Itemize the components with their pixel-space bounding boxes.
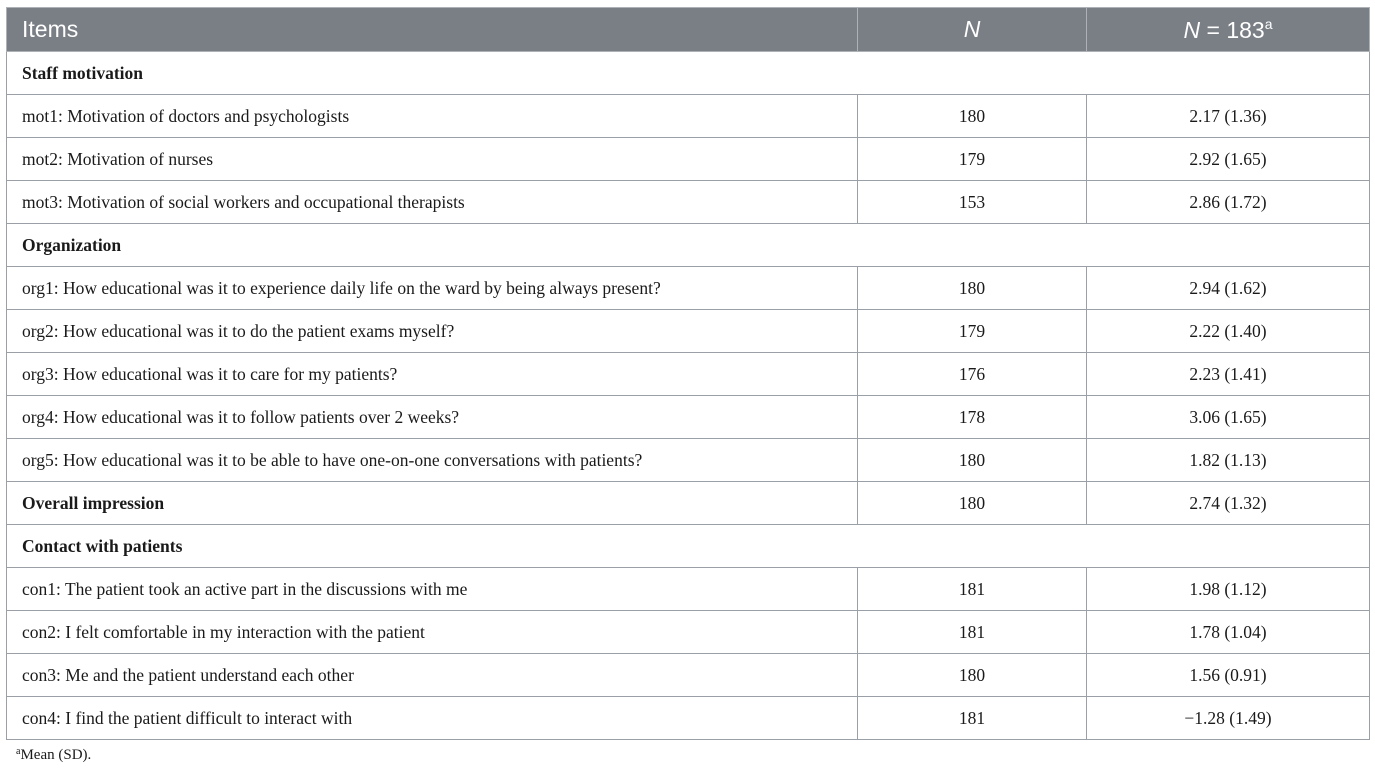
item-n: 180 (858, 439, 1087, 482)
section-label: Overall impression (7, 482, 858, 525)
results-table-container (6, 7, 1369, 740)
table-body (7, 52, 1370, 740)
overall-impression-row (7, 482, 1370, 525)
table-row (7, 310, 1370, 353)
item-value: 2.94 (1.62) (1087, 267, 1370, 310)
table-row (7, 654, 1370, 697)
item-label: mot2: Motivation of nurses (7, 138, 858, 181)
item-label: con2: I felt comfortable in my interaction with the patient (7, 611, 858, 654)
section-row (7, 525, 1370, 568)
item-n: 181 (858, 568, 1087, 611)
item-n: 180 (858, 267, 1087, 310)
footnote-marker: a (16, 746, 21, 757)
item-label: mot3: Motivation of social workers and occupational therapists (7, 181, 858, 224)
item-value: −1.28 (1.49) (1087, 697, 1370, 740)
table-header-row (7, 8, 1370, 52)
item-value: 1.82 (1.13) (1087, 439, 1370, 482)
item-label: org5: How educational was it to be able to have one-on-one conversations with patients? (7, 439, 858, 482)
item-label: con3: Me and the patient understand each other (7, 654, 858, 697)
item-value: 2.92 (1.65) (1087, 138, 1370, 181)
header-footnote-marker: a (1264, 15, 1273, 32)
item-value: 1.78 (1.04) (1087, 611, 1370, 654)
item-label: mot1: Motivation of doctors and psychologists (7, 95, 858, 138)
item-n: 178 (858, 396, 1087, 439)
item-n: 179 (858, 138, 1087, 181)
item-n: 180 (858, 95, 1087, 138)
item-label: con1: The patient took an active part in the discussions with me (7, 568, 858, 611)
table-footnote (16, 746, 91, 764)
table-row (7, 138, 1370, 181)
item-value: 3.06 (1.65) (1087, 396, 1370, 439)
item-n: 153 (858, 181, 1087, 224)
section-label: Organization (7, 224, 1370, 267)
table-row (7, 439, 1370, 482)
table-row (7, 353, 1370, 396)
header-n-label: N (963, 16, 981, 42)
item-value: 1.56 (0.91) (1087, 654, 1370, 697)
footnote-text: Mean (SD). (20, 747, 92, 763)
item-label: org3: How educational was it to care for my patients? (7, 353, 858, 396)
item-n: 180 (858, 654, 1087, 697)
section-label: Contact with patients (7, 525, 1370, 568)
item-n: 181 (858, 697, 1087, 740)
item-value: 2.74 (1.32) (1087, 482, 1370, 525)
item-n: 180 (858, 482, 1087, 525)
header-n183 (1087, 8, 1370, 52)
table-row (7, 697, 1370, 740)
section-row (7, 52, 1370, 95)
item-label: org4: How educational was it to follow patients over 2 weeks? (7, 396, 858, 439)
item-value: 2.86 (1.72) (1087, 181, 1370, 224)
section-label: Staff motivation (7, 52, 1370, 95)
item-value: 2.23 (1.41) (1087, 353, 1370, 396)
table-row (7, 181, 1370, 224)
table-row (7, 396, 1370, 439)
item-value: 1.98 (1.12) (1087, 568, 1370, 611)
item-value: 2.17 (1.36) (1087, 95, 1370, 138)
table-row (7, 95, 1370, 138)
item-n: 179 (858, 310, 1087, 353)
item-n: 176 (858, 353, 1087, 396)
header-n183-prefix: N (1183, 16, 1201, 43)
header-items: Items (7, 8, 858, 52)
item-label: con4: I find the patient difficult to interact with (7, 697, 858, 740)
header-n183-suffix: = 183 (1200, 16, 1265, 43)
item-label: org1: How educational was it to experience daily life on the ward by being always present? (7, 267, 858, 310)
section-row (7, 224, 1370, 267)
table-row (7, 267, 1370, 310)
header-n (858, 8, 1087, 52)
table-row (7, 611, 1370, 654)
item-n: 181 (858, 611, 1087, 654)
item-value: 2.22 (1.40) (1087, 310, 1370, 353)
results-table (6, 7, 1370, 740)
table-row (7, 568, 1370, 611)
item-label: org2: How educational was it to do the patient exams myself? (7, 310, 858, 353)
